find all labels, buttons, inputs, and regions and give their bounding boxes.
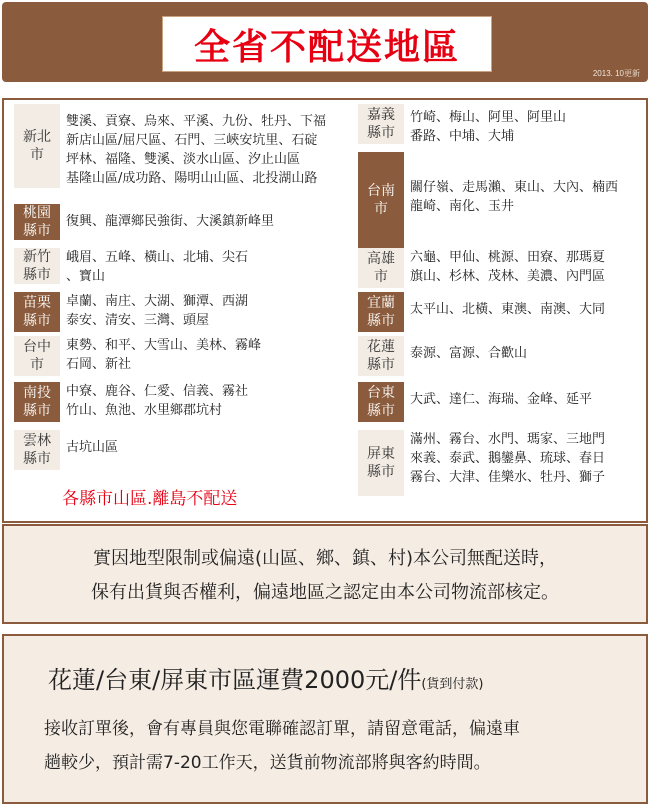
region-areas — [410, 108, 566, 146]
region-label — [358, 430, 404, 496]
region-label-text: 嘉義縣市 — [367, 107, 395, 141]
region-label-text: 花蓮縣市 — [367, 339, 395, 373]
region-left-5 — [14, 382, 354, 422]
region-label-text: 新竹縣市 — [23, 249, 51, 283]
shipping-line-2: 趟較少，預計需7-20工作天，送貨前物流部將與客約時間。 — [44, 753, 491, 773]
area-line: 基隆山區/成功路、陽明山山區、北投湖山路 — [66, 171, 318, 186]
area-line: 坪林、福隆、雙溪、淡水山區、汐止山區 — [66, 152, 301, 167]
region-areas — [410, 248, 605, 286]
area-line: 太平山、北橫、東澳、南澳、大同 — [410, 302, 606, 317]
region-label-text: 雲林縣市 — [23, 433, 51, 467]
area-line: 竹山、魚池、水里鄉郡坑村 — [66, 403, 223, 418]
title-box — [162, 16, 492, 72]
region-areas — [66, 382, 248, 420]
area-line: 東勢、和平、大雪山、美林、霧峰 — [66, 338, 262, 353]
region-label — [14, 292, 60, 332]
region-left-0 — [14, 104, 354, 188]
region-label-text: 宜蘭縣市 — [367, 295, 395, 329]
region-label-text: 新北市 — [23, 129, 51, 163]
region-areas — [410, 344, 527, 363]
region-label-text: 屏東縣市 — [367, 446, 395, 480]
area-line: 六龜、甲仙、桃源、田寮、那瑪夏 — [410, 250, 606, 265]
area-line: 、寶山 — [66, 269, 106, 284]
shipping-description — [44, 712, 520, 780]
region-right-4 — [358, 336, 648, 376]
region-label — [358, 336, 404, 376]
region-left-1 — [14, 204, 354, 240]
region-label — [358, 152, 404, 248]
area-line: 大武、達仁、海瑞、金峰、延平 — [410, 392, 593, 407]
region-label-text: 台中市 — [23, 339, 51, 373]
region-areas — [410, 300, 605, 319]
area-line: 番路、中埔、大埔 — [410, 129, 515, 144]
footnote: 各縣市山區.離島不配送 — [62, 489, 238, 509]
area-line: 雙溪、貢寮、烏來、平溪、九份、牡丹、下福 — [66, 114, 327, 129]
notice-panel — [2, 524, 648, 624]
area-line: 石岡、新社 — [66, 357, 132, 372]
region-right-2 — [358, 248, 648, 288]
region-label — [14, 204, 60, 240]
region-areas — [410, 430, 605, 487]
regions-panel — [2, 98, 648, 523]
region-label — [14, 336, 60, 376]
region-label — [14, 382, 60, 422]
region-right-0 — [358, 104, 648, 144]
region-areas — [66, 212, 274, 231]
region-left-6 — [14, 430, 354, 470]
region-areas — [410, 178, 618, 216]
region-right-6 — [358, 430, 648, 496]
region-left-2 — [14, 248, 354, 284]
area-line: 卓蘭、南庄、大湖、獅潭、西湖 — [66, 294, 249, 309]
area-line: 泰源、富源、合歡山 — [410, 346, 528, 361]
notice-line-2: 保有出貨與否權利，偏遠地區之認定由本公司物流部核定。 — [91, 582, 559, 603]
area-line: 竹崎、梅山、阿里、阿里山 — [410, 110, 567, 125]
area-line: 中寮、鹿谷、仁愛、信義、霧社 — [66, 384, 249, 399]
region-areas — [66, 112, 326, 188]
area-line: 復興、龍潭鄉民強街、大溪鎮新峰里 — [66, 214, 275, 229]
region-label — [14, 104, 60, 188]
area-line: 關仔嶺、走馬瀨、東山、大內、楠西 — [410, 180, 619, 195]
page-title: 全省不配送地區 — [193, 26, 460, 68]
region-areas — [66, 438, 118, 457]
region-label — [358, 248, 404, 288]
region-right-5 — [358, 382, 648, 422]
region-label — [358, 104, 404, 144]
region-label-text: 南投縣市 — [23, 385, 51, 419]
area-line: 旗山、杉林、茂林、美濃、內門區 — [410, 269, 606, 284]
region-left-3 — [14, 292, 354, 332]
area-line: 峨眉、五峰、橫山、北埔、尖石 — [66, 250, 249, 265]
shipping-title — [48, 660, 484, 695]
region-label — [358, 382, 404, 422]
region-label-text: 苗栗縣市 — [23, 295, 51, 329]
region-areas — [66, 292, 248, 330]
shipping-title-text: 花蓮/台東/屏東市區運費2000元/件 — [48, 666, 422, 694]
header-banner — [2, 2, 648, 82]
region-label-text: 台東縣市 — [367, 385, 395, 419]
region-left-4 — [14, 336, 354, 376]
region-label — [358, 292, 404, 332]
area-line: 霧台、大津、佳樂水、牡丹、獅子 — [410, 470, 606, 485]
region-areas — [410, 390, 592, 409]
region-label — [14, 430, 60, 470]
area-line: 來義、泰武、鵝鑾鼻、琉球、春日 — [410, 451, 606, 466]
area-line: 泰安、清安、三灣、頭屋 — [66, 313, 210, 328]
area-line: 滿州、霧台、水門、瑪家、三地門 — [410, 432, 606, 447]
update-note: 2013. 10更新 — [592, 69, 640, 78]
area-line: 新店山區/屈尺區、石門、三峽安坑里、石碇 — [66, 133, 318, 148]
region-label-text: 台南市 — [367, 183, 395, 217]
region-areas — [66, 336, 261, 374]
region-label-text: 高雄市 — [367, 251, 395, 285]
shipping-title-note: (貨到付款) — [421, 677, 484, 692]
region-label-text: 桃園縣市 — [23, 205, 51, 239]
area-line: 龍崎、南化、玉井 — [410, 199, 515, 214]
region-areas — [66, 248, 248, 286]
area-line: 古坑山區 — [66, 440, 119, 455]
notice-line-1: 實因地型限制或偏遠(山區、鄉、鎮、村)本公司無配送時， — [92, 548, 558, 569]
shipping-panel — [2, 634, 648, 804]
region-right-1 — [358, 152, 648, 248]
shipping-line-1: 接收訂單後，會有專員與您電聯確認訂單，請留意電話，偏遠車 — [44, 719, 520, 739]
region-label — [14, 248, 60, 284]
region-right-3 — [358, 292, 648, 332]
